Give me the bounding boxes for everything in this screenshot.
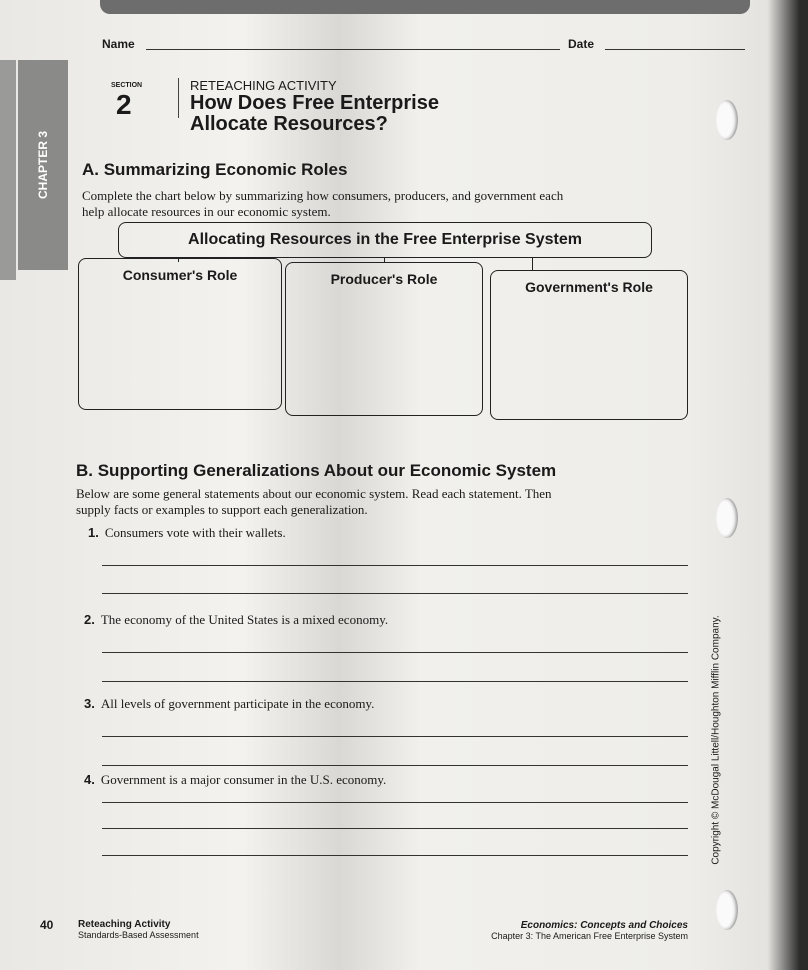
generalization-4: 4. Government is a major consumer in the U.S. economy. [84, 772, 387, 787]
date-label: Date [568, 37, 595, 51]
government-role-box[interactable] [490, 270, 688, 420]
title-line-2: Allocate Resources? [190, 113, 388, 135]
answer-line[interactable] [102, 652, 688, 653]
date-field[interactable] [605, 49, 745, 50]
scan-left-edge [0, 60, 16, 280]
producer-role-box[interactable] [285, 262, 483, 416]
instructions-line: Complete the chart below by summarizing how consumers, producers, and government each [82, 188, 564, 203]
footer-right-title: Economics: Concepts and Choices [520, 920, 688, 931]
answer-line[interactable] [102, 765, 688, 766]
chapter-tab [18, 60, 68, 270]
instructions-line: help allocate resources in our economic system. [82, 204, 331, 219]
section-number: 2 [116, 89, 132, 120]
generalization-2: 2. The economy of the United States is a mixed economy. [84, 612, 389, 627]
section-divider [178, 78, 179, 118]
punch-hole [716, 890, 738, 930]
copyright-notice: Copyright © McDougal Littell/Houghton Mifflin Company. [710, 615, 722, 865]
footer-left-sub: Standards-Based Assessment [78, 930, 199, 940]
generalization-1: 1. Consumers vote with their wallets. [88, 525, 286, 540]
answer-line[interactable] [102, 565, 688, 566]
part-b-instructions [76, 486, 552, 518]
instructions-line: Below are some general statements about our economic system. Read each statement. Then [76, 486, 552, 501]
page-title [190, 93, 439, 135]
name-field[interactable] [146, 49, 560, 50]
footer-right [491, 920, 688, 942]
chart-title: Allocating Resources in the Free Enterprise System [188, 231, 582, 248]
title-line-1: How Does Free Enterprise [190, 92, 439, 114]
answer-line[interactable] [102, 736, 688, 737]
answer-line[interactable] [102, 593, 688, 594]
punch-hole [716, 100, 738, 140]
part-a-instructions [82, 188, 563, 220]
name-label: Name [102, 37, 135, 51]
instructions-line: supply facts or examples to support each generalization. [76, 502, 368, 517]
answer-line[interactable] [102, 855, 688, 856]
answer-line[interactable] [102, 802, 688, 803]
part-b-heading: B. Supporting Generalizations About our Economic System [76, 461, 557, 480]
activity-type: RETEACHING ACTIVITY [190, 78, 337, 93]
consumer-role-box[interactable] [78, 258, 282, 410]
government-role-label: Government's Role [525, 279, 653, 295]
section-label: SECTION [111, 82, 143, 89]
footer-right-sub: Chapter 3: The American Free Enterprise System [491, 931, 688, 941]
answer-line[interactable] [102, 681, 688, 682]
chart-title-box [118, 222, 652, 258]
producer-role-label: Producer's Role [330, 271, 438, 287]
footer-left [78, 920, 199, 940]
page-number: 40 [40, 918, 54, 932]
scan-top-edge [100, 0, 750, 14]
generalization-3: 3. All levels of government participate in the economy. [84, 696, 375, 711]
consumer-role-label: Consumer's Role [122, 267, 238, 283]
part-a-heading: A. Summarizing Economic Roles [82, 160, 348, 179]
chapter-tab-label: CHAPTER 3 [36, 130, 50, 200]
punch-hole [716, 498, 738, 538]
footer-left-title: Reteaching Activity [78, 919, 171, 930]
answer-line[interactable] [102, 828, 688, 829]
